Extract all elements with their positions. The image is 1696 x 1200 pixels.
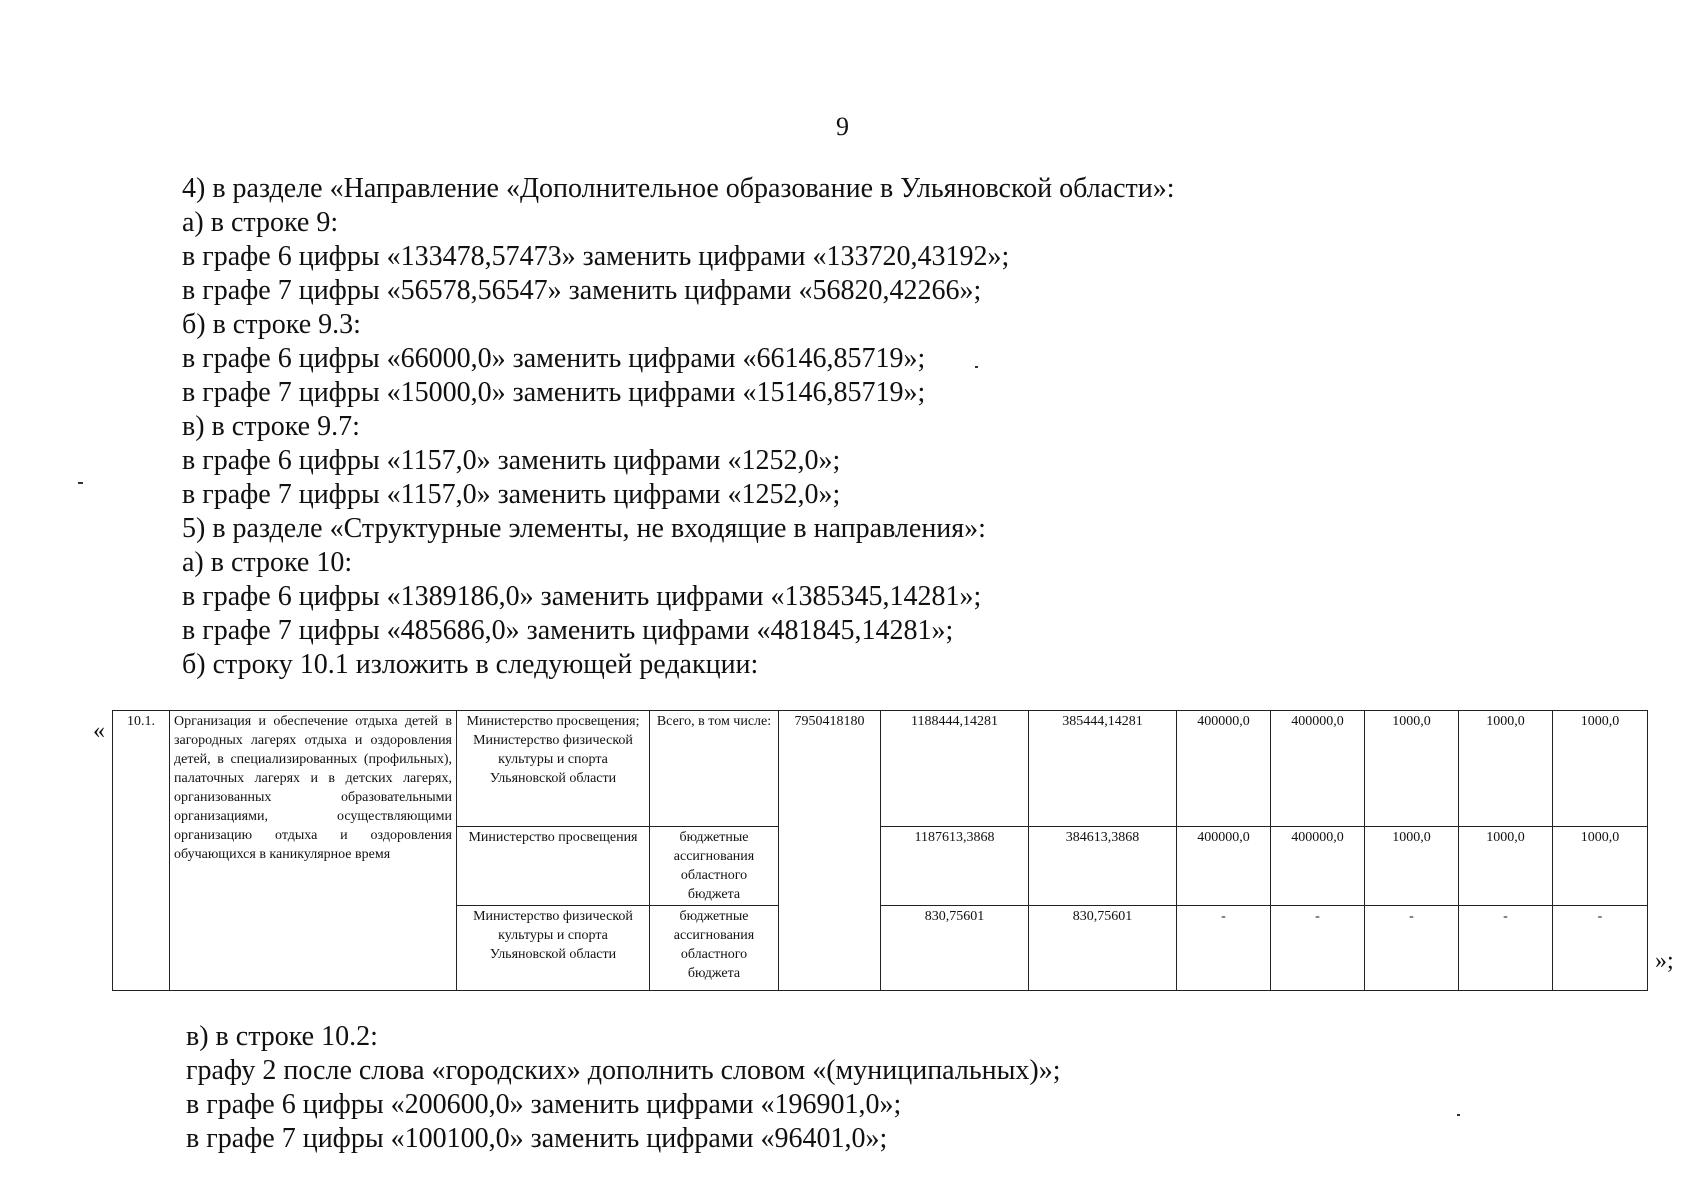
source-cell: Всего, в том числе: — [650, 711, 779, 827]
closing-quote: »; — [1655, 948, 1674, 974]
value-cell: - — [1177, 906, 1271, 991]
outro-text — [186, 1020, 1486, 1156]
value-cell: - — [1365, 906, 1459, 991]
value-cell: 400000,0 — [1271, 711, 1365, 827]
text-line: в) в строке 10.2: — [186, 1021, 378, 1052]
text-line: в графе 7 цифры «15000,0» заменить цифрами «15146,85719»; — [182, 377, 926, 408]
value-cell: 1000,0 — [1365, 711, 1459, 827]
value-cell: 1000,0 — [1459, 711, 1553, 827]
text-line: в графе 6 цифры «200600,0» заменить цифрами «196901,0»; — [186, 1089, 902, 1120]
value-cell: - — [1553, 906, 1648, 991]
executor-cell: Министерство просвещения; Министерство физической культуры и спорта Ульяновской области — [457, 711, 650, 827]
intro-text — [182, 172, 1502, 682]
executor-cell: Министерство физической культуры и спорта Ульяновской области — [457, 906, 650, 991]
value-cell: 1000,0 — [1459, 827, 1553, 906]
value-cell: 1188444,14281 — [881, 711, 1029, 827]
text-line: графу 2 после слова «городских» дополнить словом «(муниципальных)»; — [186, 1055, 1061, 1086]
scan-speck — [975, 366, 978, 368]
text-line: б) в строке 9.3: — [182, 309, 361, 340]
text-line: 5) в разделе «Структурные элементы, не входящие в направления»: — [182, 513, 986, 544]
value-cell: - — [1271, 906, 1365, 991]
value-cell: 400000,0 — [1177, 827, 1271, 906]
table-row — [113, 711, 1648, 827]
text-line: а) в строке 10: — [182, 547, 353, 578]
executor-cell: Министерство просвещения — [457, 827, 650, 906]
text-line: в графе 6 цифры «66000,0» заменить цифрами «66146,85719»; — [182, 343, 926, 374]
source-cell: бюджетные ассигнования областного бюджета — [650, 827, 779, 906]
value-cell: 1000,0 — [1365, 827, 1459, 906]
value-cell: 385444,14281 — [1029, 711, 1177, 827]
scan-speck — [1457, 1114, 1460, 1116]
amendment-table — [112, 710, 1648, 991]
value-cell: 830,75601 — [1029, 906, 1177, 991]
text-line: в графе 7 цифры «1157,0» заменить цифрами «1252,0»; — [182, 479, 841, 510]
text-line: в графе 7 цифры «56578,56547» заменить цифрами «56820,42266»; — [182, 275, 982, 306]
value-cell: 400000,0 — [1177, 711, 1271, 827]
opening-quote: « — [93, 718, 105, 744]
text-line: в графе 7 цифры «485686,0» заменить цифрами «481845,14281»; — [182, 615, 954, 646]
value-cell: 830,75601 — [881, 906, 1029, 991]
value-cell: 384613,3868 — [1029, 827, 1177, 906]
text-line: в графе 6 цифры «1157,0» заменить цифрами «1252,0»; — [182, 445, 841, 476]
text-line: а) в строке 9: — [182, 207, 339, 238]
scan-speck — [78, 482, 83, 484]
value-cell: 400000,0 — [1271, 827, 1365, 906]
text-line: в) в строке 9.7: — [182, 411, 360, 442]
value-cell: - — [1459, 906, 1553, 991]
page-number: 9 — [836, 112, 849, 141]
code-cell: 7950418180 — [779, 711, 881, 991]
text-line: в графе 6 цифры «133478,57473» заменить цифрами «133720,43192»; — [182, 241, 1010, 272]
text-line: б) строку 10.1 изложить в следующей редакции: — [182, 649, 759, 680]
text-line: в графе 7 цифры «100100,0» заменить цифрами «96401,0»; — [186, 1123, 888, 1154]
value-cell: 1187613,3868 — [881, 827, 1029, 906]
text-line: в графе 6 цифры «1389186,0» заменить цифрами «1385345,14281»; — [182, 581, 982, 612]
row-number-cell: 10.1. — [113, 711, 170, 991]
text-line: 4) в разделе «Направление «Дополнительное образование в Ульяновской области»: — [182, 173, 1175, 204]
value-cell: 1000,0 — [1553, 827, 1648, 906]
description-cell: Организация и обеспечение отдыха детей в загородных лагерях отдыха и оздоровления детей, в специализированных (профильных), палаточных лагерях и в детских лагерях, организованных образовательными организациями, осуществляющими организацию отдыха и оздоровления обучающихся в каникулярное время — [170, 711, 457, 991]
value-cell: 1000,0 — [1553, 711, 1648, 827]
source-cell: бюджетные ассигнования областного бюджета — [650, 906, 779, 991]
